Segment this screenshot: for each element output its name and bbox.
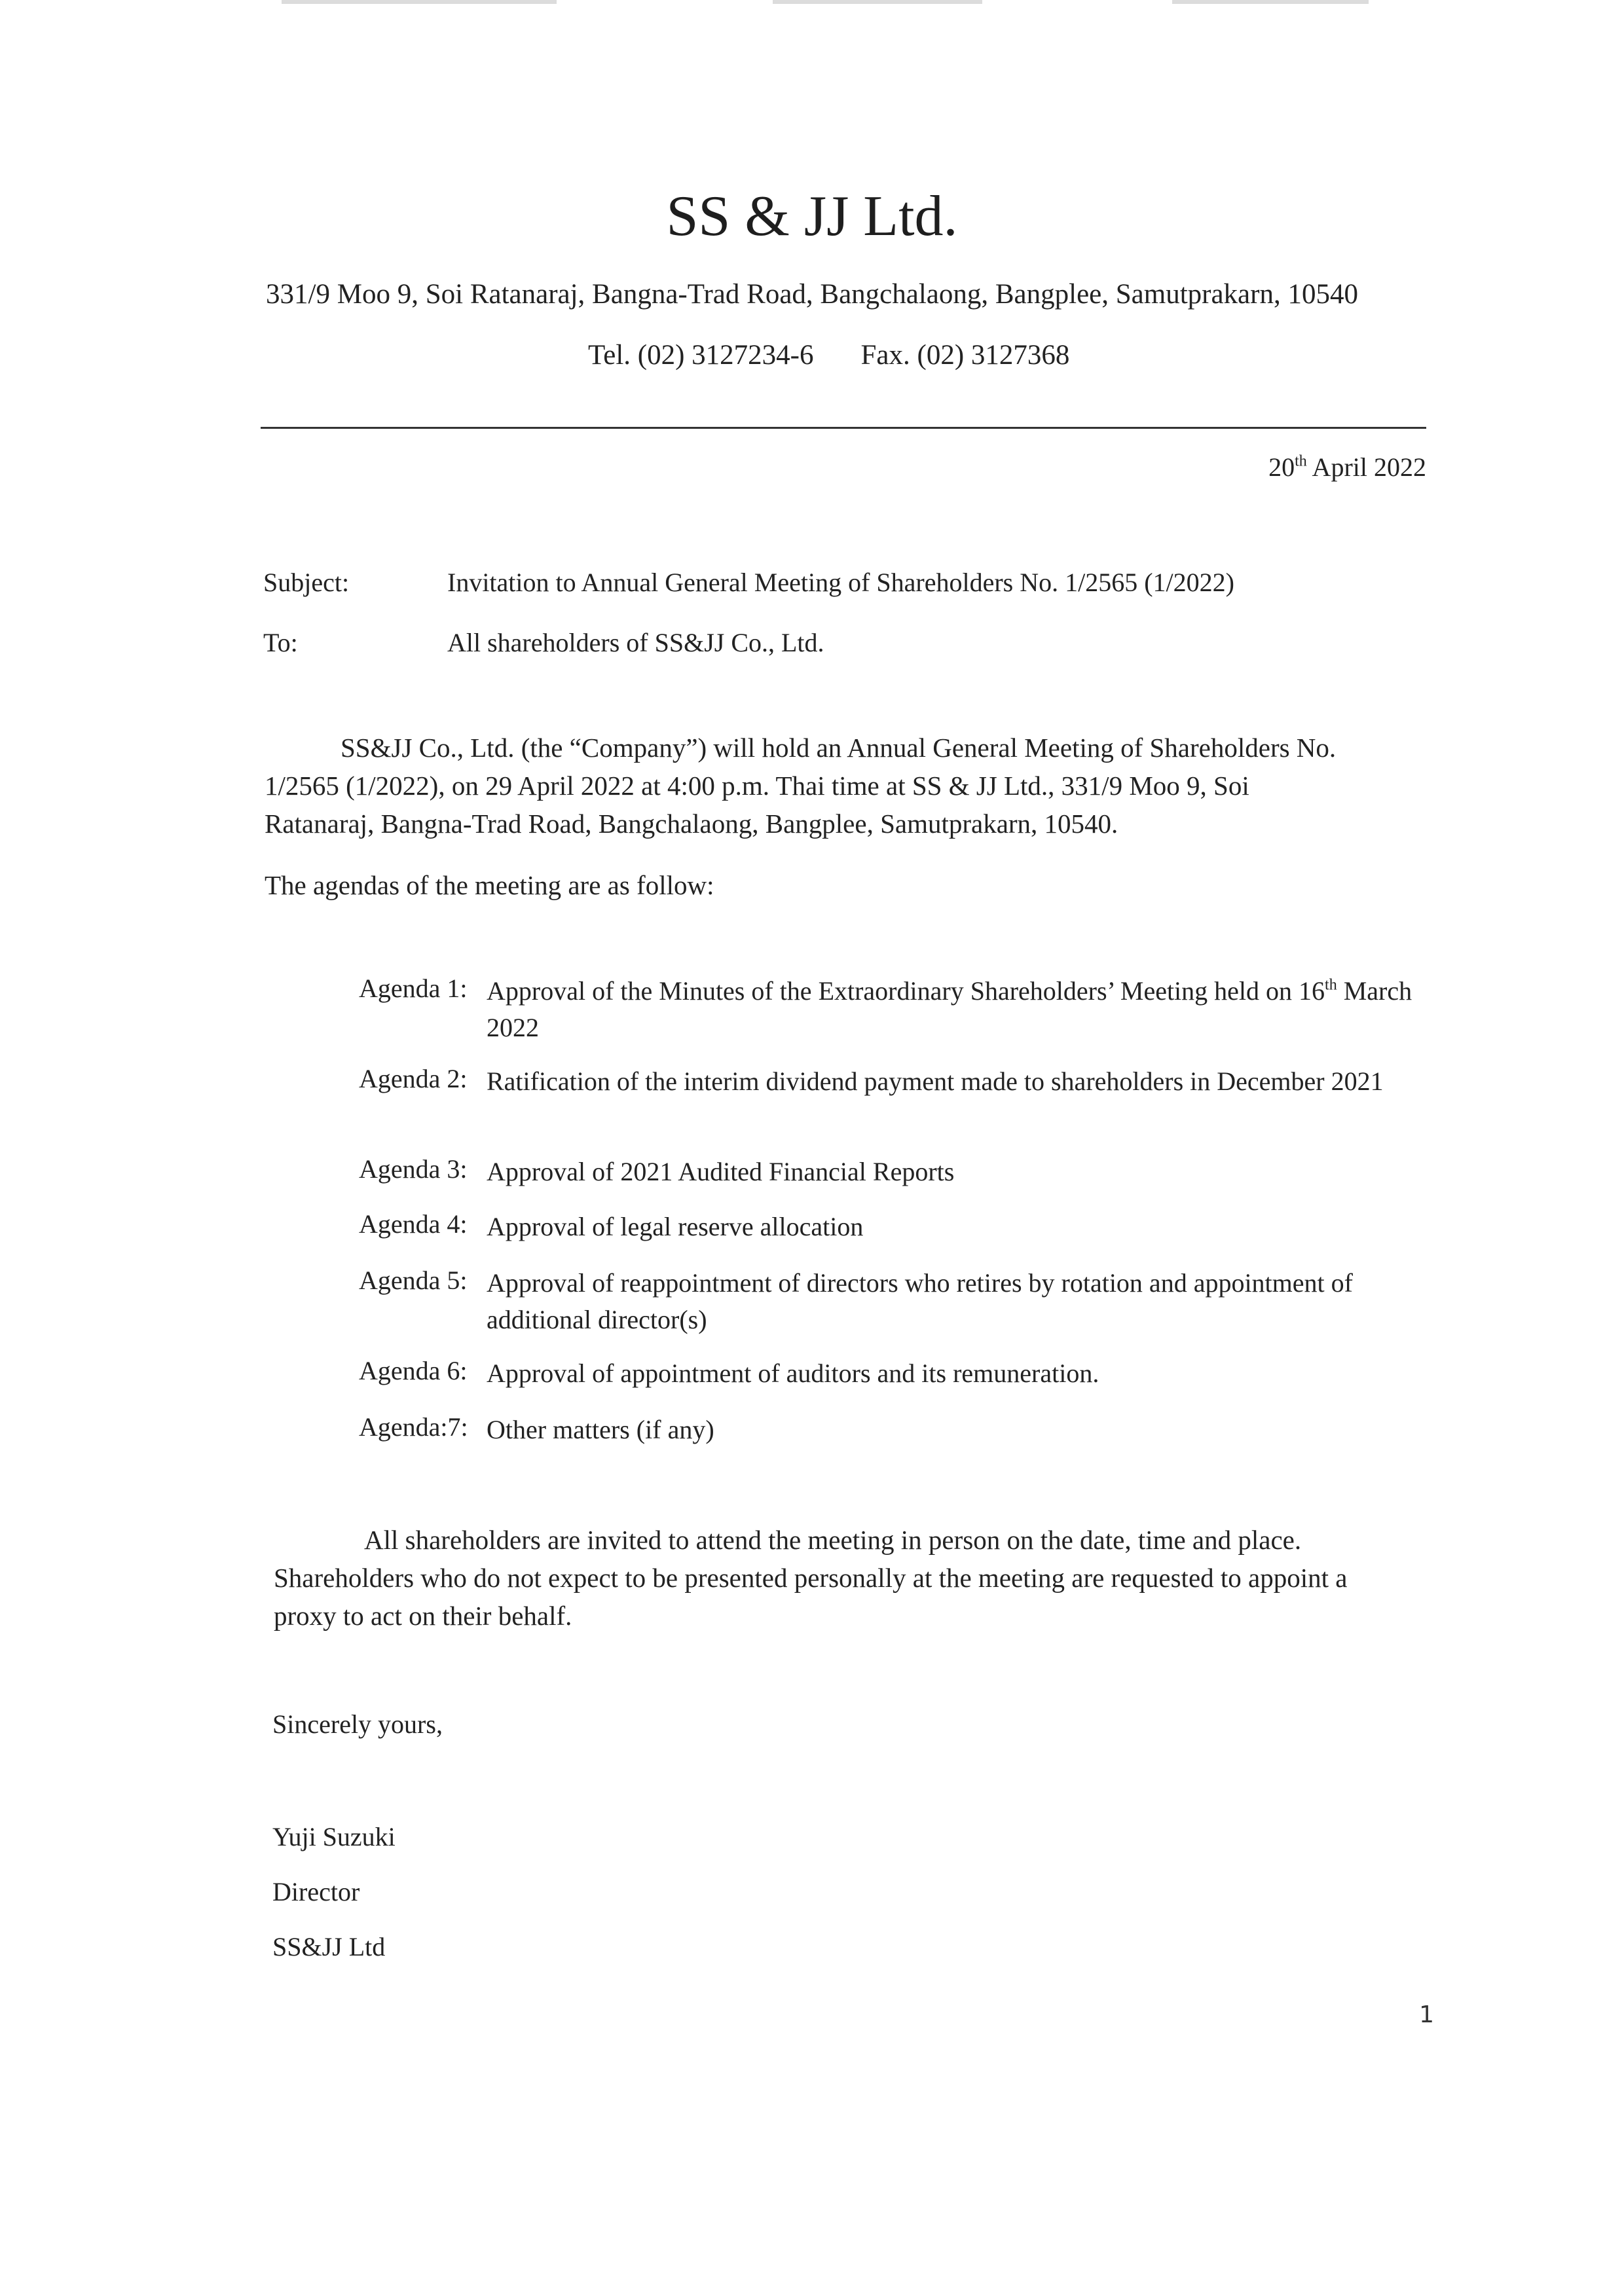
agenda-label: Agenda 5: — [359, 1266, 468, 1295]
salutation: Sincerely yours, — [272, 1709, 443, 1739]
to-label: To: — [263, 628, 298, 657]
scan-edge-shadow — [1172, 0, 1369, 4]
agenda-label: Agenda:7: — [359, 1412, 468, 1442]
agenda-item — [359, 1265, 1433, 1338]
agenda-text: Approval of the Minutes of the Extraordinary Shareholders’ Meeting held on 16th March 2022 — [487, 976, 1412, 1042]
closing-paragraph-line: All shareholders are invited to attend the meeting in person on the date, time and place. — [364, 1525, 1302, 1555]
header-divider — [261, 427, 1426, 429]
intro-paragraph-line: 1/2565 (1/2022), on 29 April 2022 at 4:00 p.m. Thai time at SS & JJ Ltd., 331/9 Moo 9, Soi — [265, 771, 1249, 801]
subject-label: Subject: — [263, 568, 350, 597]
intro-paragraph-line: SS&JJ Co., Ltd. (the “Company”) will hold an Annual General Meeting of Shareholders No. — [341, 733, 1337, 763]
intro-paragraph-line: Ratanaraj, Bangna-Trad Road, Bangchalaong, Bangplee, Samutprakarn, 10540. — [265, 809, 1118, 839]
subject-value: Invitation to Annual General Meeting of Shareholders No. 1/2565 (1/2022) — [447, 568, 1234, 597]
agenda-text: Approval of 2021 Audited Financial Reports — [487, 1157, 955, 1186]
contact-line — [588, 339, 1069, 371]
agenda-item — [359, 1154, 1433, 1190]
agenda-label: Agenda 4: — [359, 1209, 468, 1239]
company-address: 331/9 Moo 9, Soi Ratanaraj, Bangna-Trad Road, Bangchalaong, Bangplee, Samutprakarn, 10540 — [266, 279, 1358, 310]
scan-edge-shadow — [282, 0, 557, 4]
agenda-item — [359, 1063, 1433, 1100]
agenda-text: Approval of appointment of auditors and its remuneration. — [487, 1358, 1099, 1388]
agenda-label: Agenda 3: — [359, 1154, 468, 1184]
agenda-text: Approval of legal reserve allocation — [487, 1212, 864, 1241]
page-number: 1 — [1419, 2001, 1434, 2028]
agenda-item — [359, 1209, 1433, 1245]
signatory-title: Director — [272, 1877, 360, 1906]
agenda-text: Ratification of the interim dividend payment made to shareholders in December 2021 — [487, 1066, 1384, 1096]
agendas-intro: The agendas of the meeting are as follow: — [265, 870, 714, 900]
company-name: SS & JJ Ltd. — [666, 185, 958, 248]
to-value: All shareholders of SS&JJ Co., Ltd. — [447, 628, 824, 657]
agenda-label: Agenda 2: — [359, 1064, 468, 1093]
agenda-item — [359, 1412, 1433, 1448]
scan-edge-shadow — [773, 0, 982, 4]
agenda-label: Agenda 6: — [359, 1356, 468, 1385]
closing-paragraph-line: Shareholders who do not expect to be presented personally at the meeting are requested to appoint a — [274, 1563, 1348, 1593]
signatory-name: Yuji Suzuki — [272, 1822, 396, 1851]
closing-paragraph-line: proxy to act on their behalf. — [274, 1601, 572, 1631]
agenda-item — [359, 1355, 1433, 1392]
telephone: Tel. (02) 3127234-6 — [588, 340, 814, 371]
agenda-label: Agenda 1: — [359, 974, 468, 1003]
agenda-item — [359, 973, 1433, 1046]
agenda-text: Approval of reappointment of directors who retires by rotation and appointment of additional director(s) — [487, 1268, 1353, 1334]
fax: Fax. (02) 3127368 — [860, 340, 1070, 371]
agenda-text: Other matters (if any) — [487, 1415, 714, 1444]
signatory-company: SS&JJ Ltd — [272, 1932, 386, 1961]
letter-date: 20th April 2022 — [1268, 452, 1426, 482]
